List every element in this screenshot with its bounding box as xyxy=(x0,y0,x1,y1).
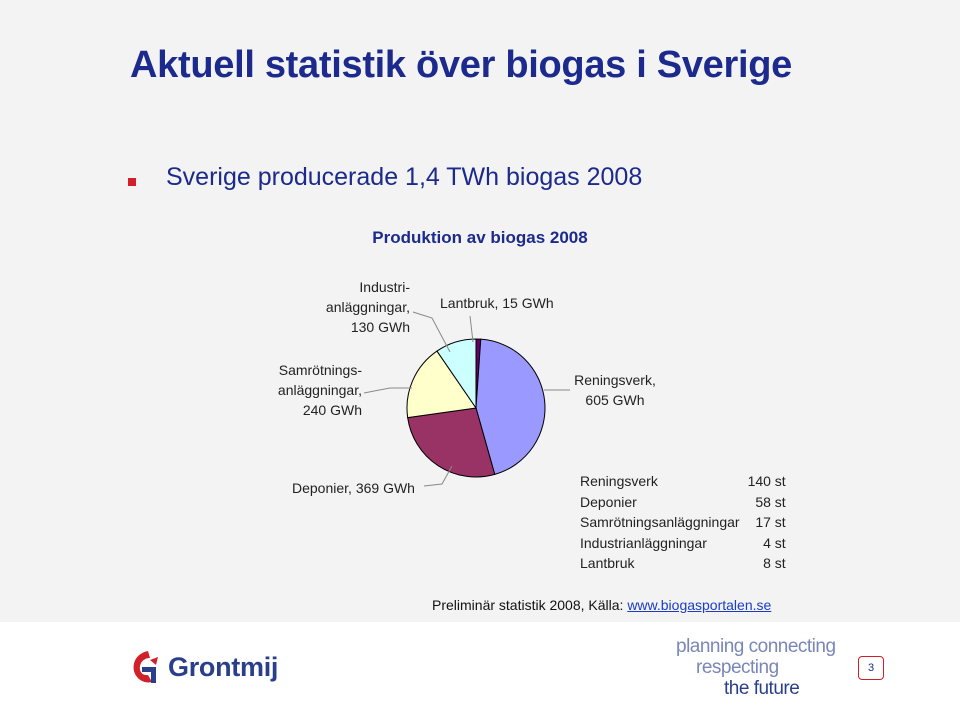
count-row-value: 58 st xyxy=(755,493,786,510)
label-deponier: Deponier, 369 GWh xyxy=(292,480,415,496)
count-row xyxy=(580,471,786,492)
plant-count-table xyxy=(580,471,786,574)
grontmij-logo xyxy=(130,646,278,688)
count-row-value: 140 st xyxy=(747,473,786,490)
source-note xyxy=(432,597,771,613)
leader-line-industri xyxy=(413,312,450,352)
slogan xyxy=(676,636,836,699)
leader-line-samrotning xyxy=(364,388,412,393)
pie-slices xyxy=(407,339,545,477)
label-samrotningsanlaggningar: Samrötnings- anläggningar, 240 GWh xyxy=(277,362,362,418)
slogan-line-2: respecting xyxy=(696,657,779,678)
count-row-value: 17 st xyxy=(755,514,786,531)
page-number: 3 xyxy=(858,656,884,680)
grontmij-logo-icon xyxy=(130,647,162,687)
slogan-line-1: planning connecting xyxy=(676,636,836,657)
count-row-value: 4 st xyxy=(763,534,786,551)
count-row xyxy=(580,553,786,574)
count-row-name: Industrianläggningar xyxy=(580,534,707,551)
logo-wordmark: Grontmij xyxy=(168,651,279,682)
chart-title: Produktion av biogas 2008 xyxy=(372,228,588,247)
source-link[interactable]: www.biogasportalen.se xyxy=(627,597,772,613)
slogan-line-3: the future xyxy=(724,678,800,699)
count-row-value: 8 st xyxy=(763,555,786,572)
leader-line-lantbruk xyxy=(470,316,473,342)
count-row-name: Reningsverk xyxy=(580,473,658,490)
source-prefix: Preliminär statistik 2008, Källa: xyxy=(432,597,628,613)
count-row xyxy=(580,492,786,513)
slide-title: Aktuell statistik över biogas i Sverige xyxy=(130,44,792,86)
label-industrianlaggningar: Industri- anläggningar, 130 GWh xyxy=(325,279,410,335)
label-lantbruk: Lantbruk, 15 GWh xyxy=(440,295,554,311)
count-row-name: Deponier xyxy=(580,493,637,510)
count-row xyxy=(580,512,786,533)
bullet-text: Sverige producerade 1,4 TWh biogas 2008 xyxy=(166,163,643,191)
label-reningsverk: Reningsverk, 605 GWh xyxy=(574,372,656,408)
count-row-name: Lantbruk xyxy=(580,555,635,572)
count-row xyxy=(580,533,786,554)
count-row-name: Samrötningsanläggningar xyxy=(580,514,740,531)
